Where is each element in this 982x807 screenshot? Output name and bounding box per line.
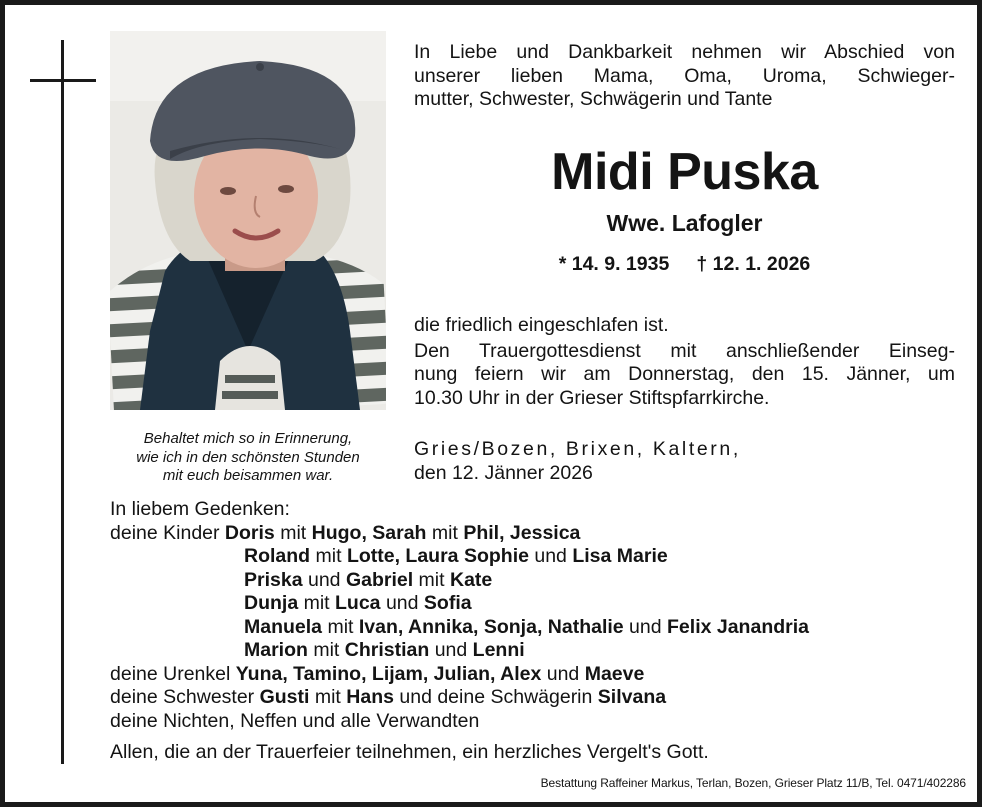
life-dates: [414, 252, 955, 276]
great-grandchildren-label: deine Urenkel: [110, 662, 236, 685]
sister-label: deine Schwester: [110, 686, 260, 708]
family-names: Sofia: [423, 592, 472, 614]
portrait-illustration: [110, 31, 386, 410]
child-name: Roland: [244, 545, 311, 567]
connector: mit: [426, 521, 464, 544]
children-line: [110, 616, 970, 640]
body-line: nung feiern wir am Donnerstag, den 15. Jänner, um: [414, 363, 955, 385]
sister-in-law-name: Silvana: [597, 686, 667, 708]
connector: und: [302, 568, 346, 591]
announcement-body: [414, 314, 955, 410]
cross-horizontal-bar: [30, 79, 96, 82]
family-names: Lenni: [472, 639, 525, 661]
family-names: Phil, Jessica: [463, 521, 581, 544]
child-name: Marion: [244, 639, 308, 661]
great-grandchildren-line: [110, 663, 970, 687]
intro-line: In Liebe und Dankbarkeit nehmen wir Abschied von: [414, 41, 955, 63]
connector: mit: [309, 686, 347, 708]
relatives-line: deine Nichten, Neffen und alle Verwandten: [110, 709, 480, 732]
family-names: Gabriel: [345, 568, 414, 591]
sister-partner-name: Hans: [346, 686, 394, 708]
body-line: Den Trauergottesdienst mit anschließender Einseg-: [414, 339, 955, 362]
family-names: Christian: [344, 639, 430, 661]
birth-date: * 14. 9. 1935: [558, 253, 670, 275]
thanks-line: Allen, die an der Trauerfeier teilnehmen, ein herzliches Vergelt's Gott.: [110, 741, 709, 763]
mourners-list: [110, 498, 970, 733]
child-name: Priska: [244, 568, 303, 591]
family-names: Kate: [449, 568, 493, 591]
connector: mit: [322, 615, 359, 638]
great-grandchild-name: Maeve: [584, 662, 645, 685]
caption-line: wie ich in den schönsten Stunden: [136, 448, 360, 466]
sister-name: Gusti: [259, 686, 310, 708]
connector: und: [528, 545, 573, 567]
body-line: 10.30 Uhr in der Grieser Stiftspfarrkirche.: [414, 386, 770, 409]
connector: und: [623, 615, 668, 638]
children-line: [110, 545, 970, 569]
intro-line: unserer lieben Mama, Oma, Uroma, Schwieger-: [414, 64, 955, 87]
children-line: [110, 522, 970, 546]
children-line: [110, 639, 970, 663]
portrait-photo: [110, 31, 386, 410]
body-line: die friedlich eingeschlafen ist.: [414, 314, 669, 336]
memory-heading: In liebem Gedenken:: [110, 498, 290, 520]
widow-name: Wwe. Lafogler: [606, 210, 763, 236]
connector: mit: [310, 545, 347, 567]
great-grandchildren-names: Yuna, Tamino, Lijam, Julian, Alex: [235, 662, 542, 685]
sister-in-law-label: und deine Schwägerin: [393, 686, 598, 708]
family-names: Luca: [335, 592, 381, 614]
deceased-name: Midi Puska: [551, 143, 818, 201]
places-line: Gries/Bozen, Brixen, Kaltern,: [414, 438, 741, 460]
connector: und: [429, 639, 473, 661]
children-line: [110, 592, 970, 616]
connector: und: [541, 662, 585, 685]
photo-caption: [100, 430, 396, 486]
caption-line: Behaltet mich so in Erinnerung,: [143, 430, 353, 447]
children-label: deine Kinder: [110, 521, 225, 544]
family-names: Hugo, Sarah: [311, 521, 427, 544]
connector: mit: [298, 592, 336, 614]
connector: mit: [274, 521, 312, 544]
family-names: Ivan, Annika, Sonja, Nathalie: [358, 615, 624, 638]
connector: mit: [413, 568, 450, 591]
family-names: Lisa Marie: [572, 545, 668, 567]
family-names: Felix Janandria: [667, 615, 809, 638]
connector: und: [380, 592, 424, 614]
place-date: [414, 438, 955, 485]
death-date: † 12. 1. 2026: [696, 253, 811, 275]
connector: mit: [307, 639, 345, 661]
cross-vertical-bar: [61, 40, 64, 764]
funeral-home-footer: Bestattung Raffeiner Markus, Terlan, Bozen, Grieser Platz 11/B, Tel. 0471/402286: [540, 776, 966, 790]
caption-line: mit euch beisammen war.: [162, 467, 334, 484]
intro-line: mutter, Schwester, Schwägerin und Tante: [414, 88, 773, 110]
siblings-line: [110, 686, 970, 710]
child-name: Dunja: [244, 592, 299, 614]
children-line: [110, 569, 970, 593]
family-names: Lotte, Laura Sophie: [346, 545, 529, 567]
date-line: den 12. Jänner 2026: [414, 461, 593, 484]
child-name: Manuela: [244, 615, 323, 638]
intro-text: [414, 41, 955, 112]
child-name: Doris: [224, 521, 275, 544]
